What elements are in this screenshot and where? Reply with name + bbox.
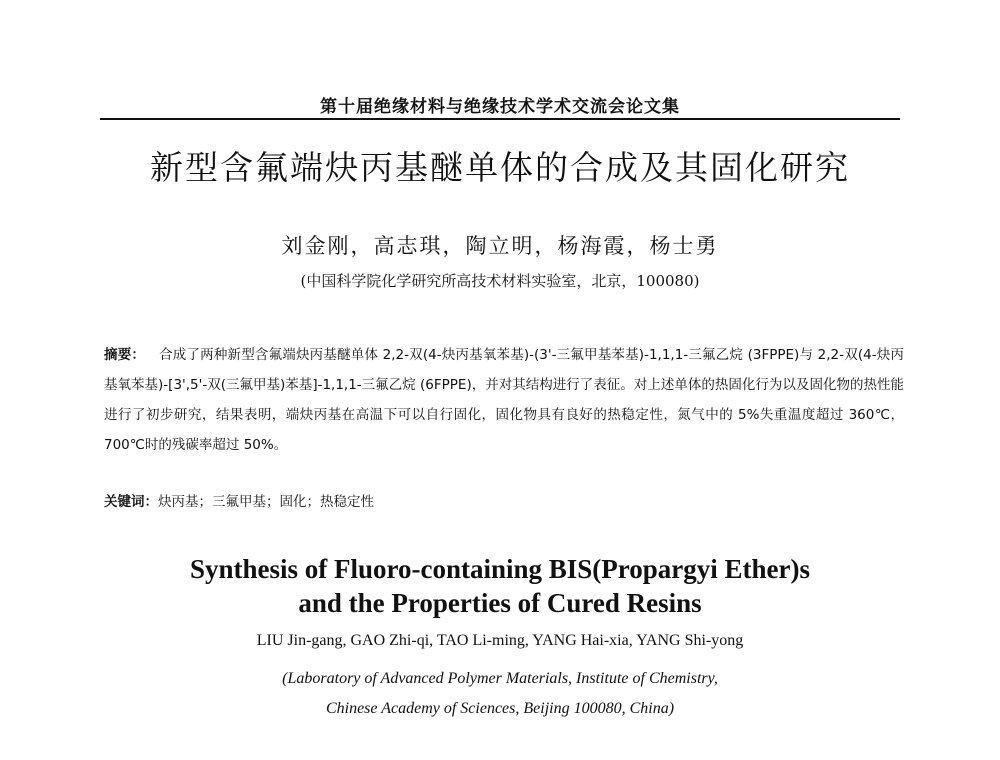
english-affiliation-line-1: (Laboratory of Advanced Polymer Materials, Institute of Chemistry,: [282, 670, 718, 687]
chinese-affiliation: (中国科学院化学研究所高技术材料实验室，北京，100080): [300, 272, 700, 290]
english-title-line-1: Synthesis of Fluoro-containing BIS(Propargyi Ether)s: [189, 554, 811, 584]
chinese-keywords: [104, 490, 904, 510]
english-title-line-2: and the Properties of Cured Resins: [298, 588, 702, 618]
abstract-text: 合成了两种新型含氟端炔丙基醚单体 2,2-双(4-炔丙基氧苯基)-(3'-三氟甲基苯基)-1,1,1-三氟乙烷 (3FPPE)与 2,2-双(4-炔丙基氧苯基)-[3',5'-双(三氟甲基)苯基]-1,1,1-三氟乙烷 (6FPPE)，并对其结构进行了表征。对上述单体的热固化行为以及固化物的热性能进行了初步研究，结果表明，端炔丙基在高温下可以自行固化，固化物具有良好的热稳定性，氮气中的 5%失重温度超过 360℃，700℃时的残碳率超过 50%。: [104, 347, 904, 453]
english-title: [60, 552, 940, 620]
chinese-authors: 刘金刚，高志琪，陶立明，杨海霞，杨士勇: [281, 234, 719, 258]
header-rule: [100, 118, 900, 120]
chinese-title: 新型含氟端炔丙基醚单体的合成及其固化研究: [150, 148, 850, 187]
english-affiliation-line-2: Chinese Academy of Sciences, Beijing 100080, China): [325, 700, 675, 717]
abstract-label: 摘要：: [104, 347, 146, 363]
keywords-text: 炔丙基；三氟甲基；固化；热稳定性: [158, 494, 374, 510]
running-header: 第十届绝缘材料与绝缘技术学术交流会论文集: [320, 97, 680, 117]
chinese-abstract: [104, 340, 904, 460]
keywords-label: 关键词：: [104, 494, 158, 510]
english-authors: LIU Jin-gang, GAO Zhi-qi, TAO Li-ming, YANG Hai-xia, YANG Shi-yong: [256, 632, 744, 649]
english-affiliation: [100, 664, 900, 724]
